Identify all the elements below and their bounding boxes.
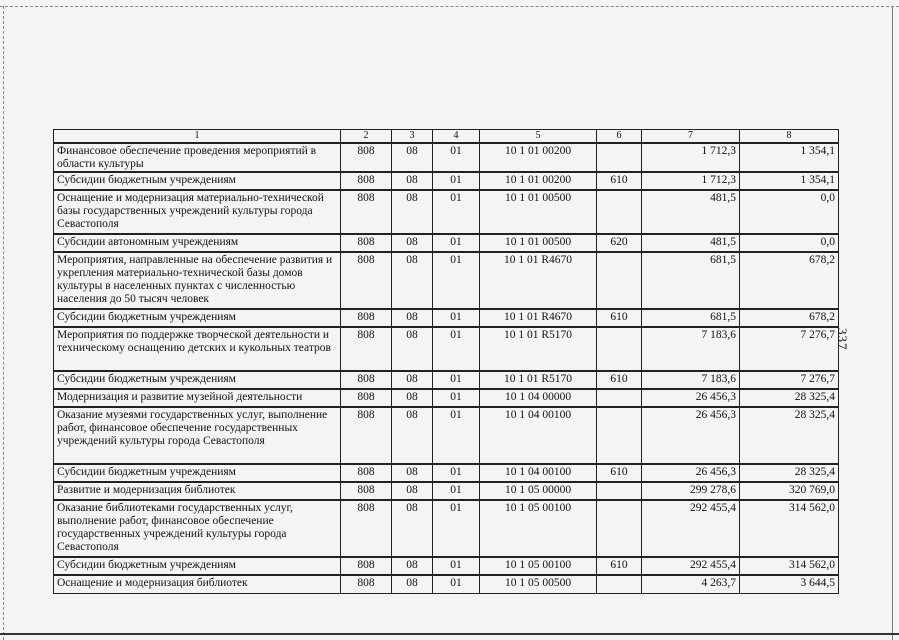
row-expense-type-cell: 610 <box>597 371 642 389</box>
table-row <box>54 190 839 234</box>
row-amount-1-cell: 292 455,4 <box>642 557 740 575</box>
row-amount-2-cell: 1 354,1 <box>740 172 839 190</box>
row-name-cell: Оснащение и модернизация материально-технической базы государственных учреждений культуры города Севастополя <box>54 190 341 234</box>
row-subsection-cell: 01 <box>433 464 480 482</box>
table-row <box>54 234 839 252</box>
row-amount-1-cell: 26 456,3 <box>642 389 740 407</box>
page-bottom-edge <box>0 633 899 635</box>
row-subsection-cell: 01 <box>433 309 480 327</box>
row-amount-2-cell: 28 325,4 <box>740 389 839 407</box>
row-expense-type-cell <box>597 252 642 309</box>
row-section-cell: 08 <box>392 500 433 557</box>
row-amount-1-cell: 7 183,6 <box>642 371 740 389</box>
row-name-cell: Модернизация и развитие музейной деятельности <box>54 389 341 407</box>
row-target-cell: 10 1 01 R4670 <box>480 252 597 309</box>
row-name-cell: Субсидии бюджетным учреждениям <box>54 309 341 327</box>
row-code-cell: 808 <box>341 143 392 172</box>
row-subsection-cell: 01 <box>433 407 480 464</box>
row-subsection-cell: 01 <box>433 500 480 557</box>
row-code-cell: 808 <box>341 407 392 464</box>
row-amount-1-cell: 681,5 <box>642 252 740 309</box>
row-amount-2-cell: 320 769,0 <box>740 482 839 500</box>
row-target-cell: 10 1 04 00100 <box>480 407 597 464</box>
row-name-cell: Субсидии бюджетным учреждениям <box>54 464 341 482</box>
row-subsection-cell: 01 <box>433 234 480 252</box>
header-cell: 5 <box>480 130 597 144</box>
row-amount-1-cell: 26 456,3 <box>642 407 740 464</box>
header-row <box>54 130 839 144</box>
page-number: 337 <box>835 328 850 351</box>
row-amount-1-cell: 1 712,3 <box>642 172 740 190</box>
row-section-cell: 08 <box>392 234 433 252</box>
row-subsection-cell: 01 <box>433 557 480 575</box>
row-subsection-cell: 01 <box>433 190 480 234</box>
row-expense-type-cell: 610 <box>597 464 642 482</box>
row-expense-type-cell <box>597 143 642 172</box>
row-code-cell: 808 <box>341 500 392 557</box>
row-subsection-cell: 01 <box>433 252 480 309</box>
page-right-edge <box>892 6 893 640</box>
row-target-cell: 10 1 01 00200 <box>480 172 597 190</box>
row-name-cell: Оснащение и модернизация библиотек <box>54 575 341 593</box>
row-target-cell: 10 1 04 00000 <box>480 389 597 407</box>
row-target-cell: 10 1 01 R5170 <box>480 327 597 371</box>
row-name-cell: Субсидии бюджетным учреждениям <box>54 557 341 575</box>
row-code-cell: 808 <box>341 234 392 252</box>
row-section-cell: 08 <box>392 464 433 482</box>
header-cell: 1 <box>54 130 341 144</box>
row-target-cell: 10 1 01 00500 <box>480 234 597 252</box>
row-name-cell: Мероприятия, направленные на обеспечение развития и укрепления материально-технической базы домов культуры в населенных пунктах с численностью населения до 50 тысяч человек <box>54 252 341 309</box>
row-target-cell: 10 1 01 R5170 <box>480 371 597 389</box>
row-amount-1-cell: 481,5 <box>642 190 740 234</box>
row-amount-2-cell: 7 276,7 <box>740 371 839 389</box>
table-row <box>54 389 839 407</box>
row-section-cell: 08 <box>392 252 433 309</box>
row-code-cell: 808 <box>341 190 392 234</box>
row-amount-1-cell: 481,5 <box>642 234 740 252</box>
row-code-cell: 808 <box>341 371 392 389</box>
row-section-cell: 08 <box>392 371 433 389</box>
row-code-cell: 808 <box>341 252 392 309</box>
row-amount-2-cell: 678,2 <box>740 252 839 309</box>
row-section-cell: 08 <box>392 575 433 593</box>
row-target-cell: 10 1 05 00500 <box>480 575 597 593</box>
table-row <box>54 327 839 371</box>
row-amount-2-cell: 314 562,0 <box>740 500 839 557</box>
row-subsection-cell: 01 <box>433 389 480 407</box>
row-code-cell: 808 <box>341 575 392 593</box>
header-cell: 6 <box>597 130 642 144</box>
row-expense-type-cell: 610 <box>597 172 642 190</box>
row-section-cell: 08 <box>392 557 433 575</box>
header-cell: 2 <box>341 130 392 144</box>
row-code-cell: 808 <box>341 482 392 500</box>
budget-table <box>53 129 839 594</box>
table-row <box>54 575 839 593</box>
header-cell: 3 <box>392 130 433 144</box>
row-amount-2-cell: 28 325,4 <box>740 407 839 464</box>
row-subsection-cell: 01 <box>433 172 480 190</box>
row-subsection-cell: 01 <box>433 575 480 593</box>
row-target-cell: 10 1 05 00000 <box>480 482 597 500</box>
table-row <box>54 371 839 389</box>
row-code-cell: 808 <box>341 389 392 407</box>
row-amount-2-cell: 3 644,5 <box>740 575 839 593</box>
header-cell: 4 <box>433 130 480 144</box>
row-expense-type-cell <box>597 575 642 593</box>
table-row <box>54 482 839 500</box>
row-section-cell: 08 <box>392 389 433 407</box>
row-code-cell: 808 <box>341 464 392 482</box>
row-amount-2-cell: 28 325,4 <box>740 464 839 482</box>
row-section-cell: 08 <box>392 190 433 234</box>
row-amount-2-cell: 7 276,7 <box>740 327 839 371</box>
row-amount-1-cell: 7 183,6 <box>642 327 740 371</box>
row-code-cell: 808 <box>341 172 392 190</box>
row-expense-type-cell: 620 <box>597 234 642 252</box>
row-name-cell: Субсидии бюджетным учреждениям <box>54 172 341 190</box>
row-name-cell: Субсидии бюджетным учреждениям <box>54 371 341 389</box>
row-expense-type-cell: 610 <box>597 309 642 327</box>
table-row <box>54 309 839 327</box>
row-amount-2-cell: 0,0 <box>740 234 839 252</box>
row-subsection-cell: 01 <box>433 371 480 389</box>
row-expense-type-cell <box>597 482 642 500</box>
row-section-cell: 08 <box>392 327 433 371</box>
row-section-cell: 08 <box>392 407 433 464</box>
header-cell: 8 <box>740 130 839 144</box>
row-target-cell: 10 1 01 00500 <box>480 190 597 234</box>
table-row <box>54 407 839 464</box>
row-subsection-cell: 01 <box>433 327 480 371</box>
header-cell: 7 <box>642 130 740 144</box>
table-row <box>54 464 839 482</box>
row-expense-type-cell: 610 <box>597 557 642 575</box>
row-amount-2-cell: 314 562,0 <box>740 557 839 575</box>
row-section-cell: 08 <box>392 309 433 327</box>
row-amount-1-cell: 681,5 <box>642 309 740 327</box>
row-expense-type-cell <box>597 500 642 557</box>
row-name-cell: Мероприятия по поддержке творческой деятельности и техническому оснащению детских и кукольных театров <box>54 327 341 371</box>
page-top-edge <box>0 6 899 7</box>
row-expense-type-cell <box>597 389 642 407</box>
row-subsection-cell: 01 <box>433 482 480 500</box>
row-target-cell: 10 1 01 00200 <box>480 143 597 172</box>
row-name-cell: Оказание библиотеками государственных услуг, выполнение работ, финансовое обеспечение государственных учреждений культуры города Севастополя <box>54 500 341 557</box>
row-name-cell: Оказание музеями государственных услуг, выполнение работ, финансовое обеспечение государственных учреждений культуры города Севастополя <box>54 407 341 464</box>
row-amount-2-cell: 0,0 <box>740 190 839 234</box>
row-target-cell: 10 1 01 R4670 <box>480 309 597 327</box>
row-amount-2-cell: 678,2 <box>740 309 839 327</box>
table-row <box>54 500 839 557</box>
row-expense-type-cell <box>597 327 642 371</box>
table-row <box>54 172 839 190</box>
row-target-cell: 10 1 04 00100 <box>480 464 597 482</box>
row-amount-1-cell: 292 455,4 <box>642 500 740 557</box>
row-section-cell: 08 <box>392 143 433 172</box>
row-section-cell: 08 <box>392 172 433 190</box>
row-amount-2-cell: 1 354,1 <box>740 143 839 172</box>
table-body <box>54 143 839 593</box>
row-target-cell: 10 1 05 00100 <box>480 557 597 575</box>
row-name-cell: Финансовое обеспечение проведения мероприятий в области культуры <box>54 143 341 172</box>
row-expense-type-cell <box>597 190 642 234</box>
row-expense-type-cell <box>597 407 642 464</box>
table-row <box>54 557 839 575</box>
table-row <box>54 252 839 309</box>
row-code-cell: 808 <box>341 557 392 575</box>
row-name-cell: Развитие и модернизация библиотек <box>54 482 341 500</box>
row-amount-1-cell: 26 456,3 <box>642 464 740 482</box>
row-subsection-cell: 01 <box>433 143 480 172</box>
row-amount-1-cell: 1 712,3 <box>642 143 740 172</box>
row-code-cell: 808 <box>341 309 392 327</box>
row-code-cell: 808 <box>341 327 392 371</box>
row-amount-1-cell: 4 263,7 <box>642 575 740 593</box>
row-target-cell: 10 1 05 00100 <box>480 500 597 557</box>
row-name-cell: Субсидии автономным учреждениям <box>54 234 341 252</box>
row-section-cell: 08 <box>392 482 433 500</box>
table-header <box>54 130 839 144</box>
table-row <box>54 143 839 172</box>
row-amount-1-cell: 299 278,6 <box>642 482 740 500</box>
page-left-edge <box>3 6 4 640</box>
